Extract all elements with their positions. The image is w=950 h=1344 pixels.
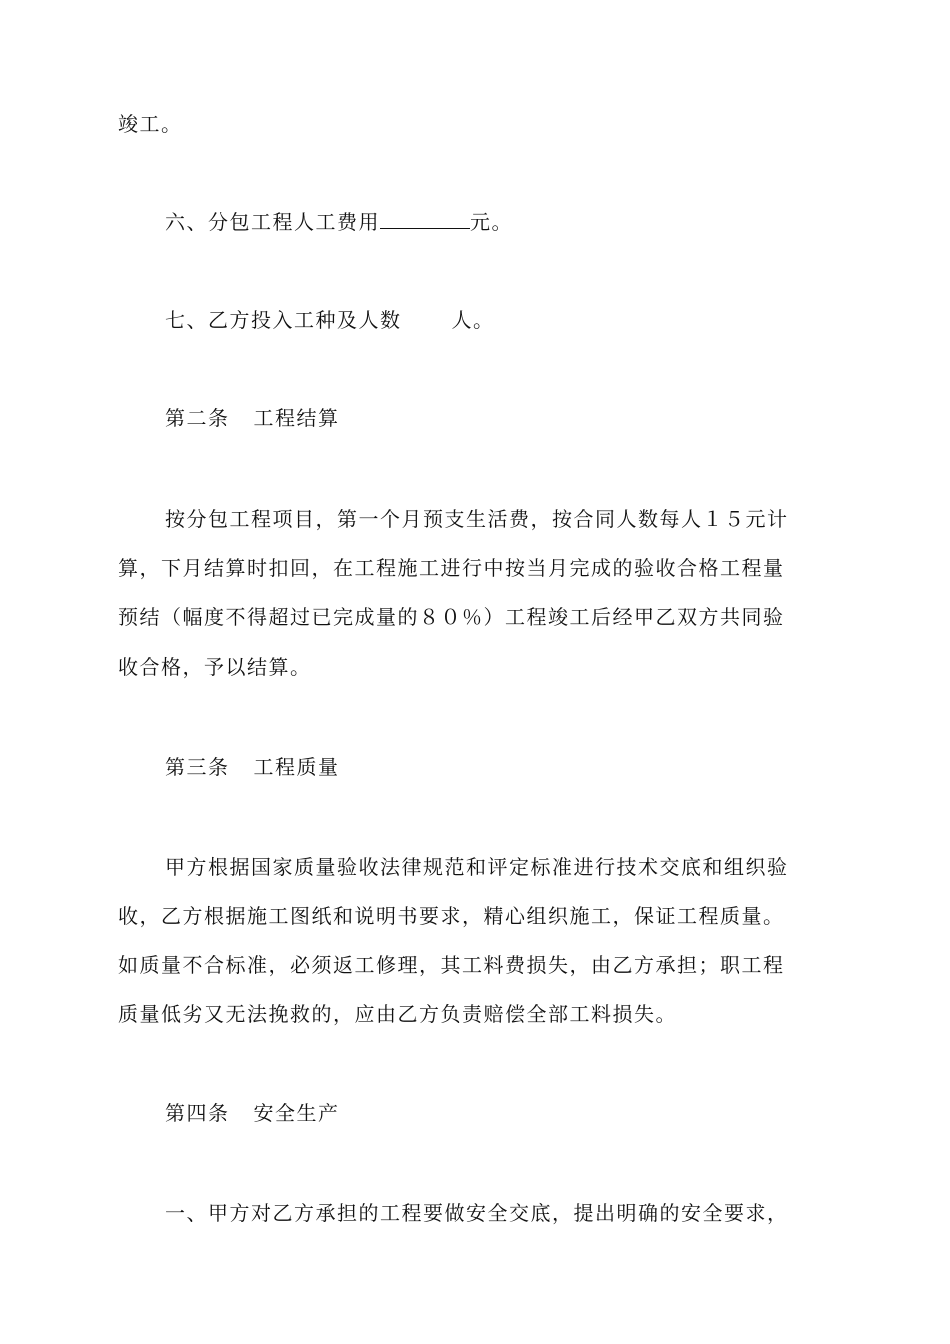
paragraph-line: 预结（幅度不得超过已完成量的８０％）工程竣工后经甲乙双方共同验 xyxy=(118,605,785,629)
article-title: 工程质量 xyxy=(253,755,340,779)
paragraph-line: 竣工。 xyxy=(118,112,183,136)
article-title: 安全生产 xyxy=(253,1101,340,1125)
paragraph-line: 算，下月结算时扣回，在工程施工进行中按当月完成的验收合格工程量 xyxy=(118,556,785,580)
workers-label: 七、乙方投入工种及人数 xyxy=(165,308,402,332)
labor-cost-label: 六、分包工程人工费用 xyxy=(165,210,380,234)
paragraph-line: 收合格，予以结算。 xyxy=(118,655,312,679)
article-number: 第二条 xyxy=(165,406,230,430)
paragraph-line: 甲方根据国家质量验收法律规范和评定标准进行技术交底和组织验 xyxy=(165,855,789,879)
article-number: 第四条 xyxy=(165,1101,230,1125)
labor-cost-line xyxy=(165,210,513,232)
workers-line xyxy=(165,310,495,330)
paragraph-line: 质量低劣又无法挽救的，应由乙方负责赔偿全部工料损失。 xyxy=(118,1002,677,1026)
paragraph-line: 按分包工程项目，第一个月预支生活费，按合同人数每人１５元计 xyxy=(165,507,789,531)
paragraph-line: 收，乙方根据施工图纸和说明书要求，精心组织施工，保证工程质量。 xyxy=(118,904,785,928)
labor-cost-unit: 元。 xyxy=(470,210,513,234)
paragraph-line: 一、甲方对乙方承担的工程要做安全交底，提出明确的安全要求， xyxy=(165,1201,789,1225)
article-heading xyxy=(165,757,340,777)
paragraph-line: 如质量不合标准，必须返工修理，其工料费损失，由乙方承担；职工程 xyxy=(118,953,785,977)
article-number: 第三条 xyxy=(165,755,230,779)
workers-unit: 人。 xyxy=(451,308,495,332)
article-heading xyxy=(165,1103,340,1123)
article-heading xyxy=(165,408,340,428)
labor-cost-blank xyxy=(380,210,470,229)
article-title: 工程结算 xyxy=(253,406,340,430)
